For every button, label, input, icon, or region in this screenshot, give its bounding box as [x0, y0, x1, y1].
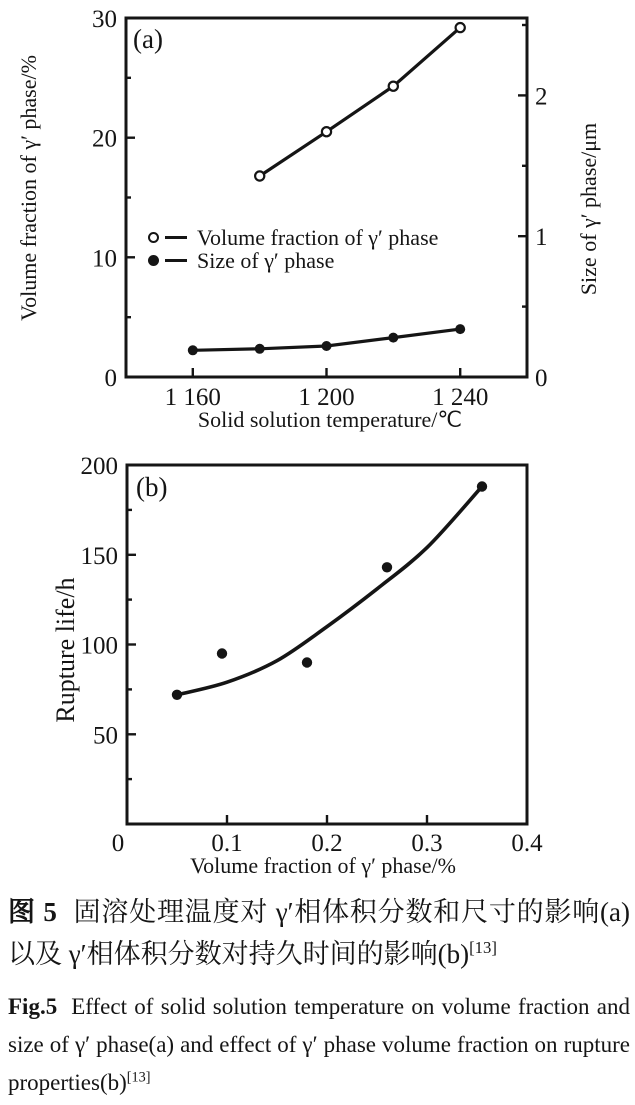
y-tick-label-left: 0	[104, 365, 117, 392]
caption-english-text: Effect of solid solution temperature on volume fraction and size of γ′ phase(a) and effect of γ′ phase volume fraction on rupture properties(b)	[8, 994, 630, 1095]
y-tick-label-left: 10	[92, 245, 117, 273]
y-tick-label: 200	[80, 453, 118, 480]
legend-row-volume-fraction	[148, 226, 438, 249]
data-point-filled-circle	[172, 690, 182, 700]
y-tick-label-left: 30	[92, 6, 117, 33]
trend-curve	[177, 487, 482, 695]
data-point-open-circle	[456, 23, 465, 32]
panel-a-legend	[148, 226, 438, 272]
panel-a-xlabel: Solid solution temperature/℃	[197, 407, 463, 432]
x-tick-label: 0.3	[411, 830, 443, 857]
legend-line-icon	[165, 259, 187, 262]
filled-circle-marker-icon	[148, 255, 159, 266]
y-tick-label: 100	[80, 632, 118, 660]
x-tick-label: 0	[111, 830, 125, 857]
caption-chinese-reference: [13]	[469, 938, 497, 957]
caption-english	[8, 988, 630, 1102]
series-line-open-circle	[260, 28, 461, 176]
data-point-open-circle	[322, 127, 331, 136]
data-point-filled-circle	[302, 657, 312, 667]
data-point-filled-circle	[322, 341, 332, 351]
y-tick-label: 150	[80, 542, 118, 570]
x-tick-label: 1 200	[298, 384, 355, 411]
x-tick-label: 0.1	[211, 830, 243, 857]
figure-caption	[8, 891, 630, 1102]
legend-label: Volume fraction of γ′ phase	[197, 224, 439, 250]
data-point-filled-circle	[255, 344, 265, 354]
data-point-filled-circle	[455, 324, 465, 334]
panel-a-ylabel-right: Size of γ′ phase/μm	[576, 122, 601, 296]
caption-english-reference: [13]	[126, 1069, 151, 1086]
panel-b-xlabel: Volume fraction of γ′ phase/%	[190, 853, 456, 878]
caption-chinese	[8, 891, 630, 975]
y-tick-label-right: 1	[535, 224, 548, 252]
caption-chinese-label: 图 5	[8, 897, 57, 927]
data-point-open-circle	[255, 171, 264, 180]
panel-a-plot-border	[126, 18, 527, 377]
data-point-filled-circle	[188, 345, 198, 355]
panel-b-label: (b)	[136, 472, 168, 502]
x-tick-label: 1 240	[432, 384, 489, 411]
panel-b-plot-border	[127, 465, 527, 824]
panel-a-ylabel-left: Volume fraction of γ′ phase/%	[16, 55, 41, 321]
legend-row-size	[148, 249, 438, 272]
legend-line-icon	[165, 236, 187, 239]
y-tick-label-right: 0	[535, 365, 548, 392]
x-tick-label: 0.2	[311, 830, 343, 857]
x-tick-label: 0.4	[511, 830, 543, 857]
panel-b-ylabel: Rupture life/h	[51, 577, 80, 723]
open-circle-marker-icon	[148, 232, 159, 243]
legend-label: Size of γ′ phase	[197, 247, 335, 273]
caption-english-label: Fig.5	[8, 994, 58, 1019]
caption-chinese-text: 固溶处理温度对 γ′相体积分数和尺寸的影响(a)以及 γ′相体积分数对持久时间的影响(b)	[8, 897, 631, 969]
data-point-filled-circle	[477, 481, 487, 491]
data-point-filled-circle	[388, 333, 398, 343]
x-tick-label: 1 160	[164, 384, 221, 411]
y-tick-label-left: 20	[92, 125, 117, 153]
y-tick-label: 50	[93, 722, 118, 750]
data-point-filled-circle	[382, 562, 392, 572]
panel-a-label: (a)	[133, 24, 163, 54]
data-point-open-circle	[389, 82, 398, 91]
data-point-filled-circle	[217, 648, 227, 658]
y-tick-label-right: 2	[535, 83, 548, 111]
